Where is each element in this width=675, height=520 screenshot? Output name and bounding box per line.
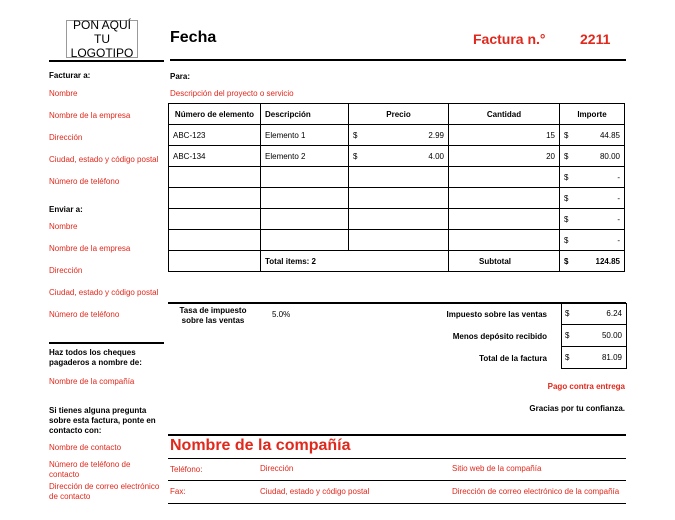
bill-to-heading: Facturar a: (49, 71, 91, 80)
footer-rule (168, 503, 626, 504)
item-quantity: 20 (449, 146, 560, 167)
totals-row-line (561, 368, 626, 369)
currency: $ (564, 193, 569, 203)
item-description (261, 230, 349, 251)
invoice-number: 2211 (580, 31, 611, 47)
currency: $ (565, 309, 570, 318)
subtotal-blank (169, 251, 261, 272)
subtotal-divider (168, 302, 626, 304)
amount-value: - (617, 193, 620, 203)
item-description (261, 209, 349, 230)
header-price: Precio (349, 104, 449, 125)
footer-rule (168, 458, 626, 459)
item-number (169, 230, 261, 251)
invoice-total-value: 81.09 (601, 353, 622, 362)
sales-tax-amount (561, 309, 626, 318)
item-price (349, 125, 449, 146)
invoice-number-label: Factura n.° (473, 31, 546, 47)
payable-company: Nombre de la compañía (49, 377, 135, 386)
bill-to-address: Dirección (49, 133, 83, 142)
ship-to-heading: Enviar a: (49, 205, 83, 214)
footer-rule (168, 480, 626, 481)
ship-to-company: Nombre de la empresa (49, 244, 131, 253)
footer-email: Dirección de correo electrónico de la compañía (452, 487, 620, 496)
subtotal-row (169, 251, 625, 272)
ship-to-name: Nombre (49, 222, 78, 231)
totals-row-line (561, 324, 626, 325)
total-items: Total items: 2 (261, 251, 449, 272)
table-header-row (169, 104, 625, 125)
item-description (261, 167, 349, 188)
subtotal-value: 124.85 (595, 256, 620, 266)
item-number (169, 209, 261, 230)
footer-company-name: Nombre de la compañía (170, 437, 351, 454)
invoice-total-amount (561, 353, 626, 362)
item-description: Elemento 1 (261, 125, 349, 146)
bill-to-city: Ciudad, estado y código postal (49, 155, 159, 164)
currency: $ (564, 214, 569, 224)
footer-website: Sitio web de la compañía (452, 464, 542, 473)
table-row (169, 230, 625, 251)
item-quantity: 15 (449, 125, 560, 146)
item-price (349, 209, 449, 230)
bill-to-name: Nombre (49, 89, 78, 98)
item-amount (560, 167, 625, 188)
thanks-message: Gracias por tu confianza. (529, 404, 625, 413)
amount-value: - (617, 235, 620, 245)
items-table (168, 103, 625, 272)
item-amount (560, 230, 625, 251)
header-divider-left (49, 60, 164, 62)
table-row (169, 209, 625, 230)
table-row (169, 146, 625, 167)
tax-rate-value: 5.0% (272, 310, 291, 319)
item-description: Elemento 2 (261, 146, 349, 167)
subtotal-amount (560, 251, 625, 272)
subtotal-label: Subtotal (449, 251, 560, 272)
item-quantity (449, 230, 560, 251)
amount-value: - (617, 214, 620, 224)
totals-right-border (626, 303, 627, 369)
item-price (349, 167, 449, 188)
ship-to-phone: Número de teléfono (49, 310, 120, 319)
header-description: Descripción (261, 104, 349, 125)
header-quantity: Cantidad (449, 104, 560, 125)
footer-city: Ciudad, estado y código postal (260, 487, 370, 496)
item-amount (560, 188, 625, 209)
deposit-amount (561, 331, 626, 340)
for-label: Para: (170, 72, 191, 81)
item-number (169, 167, 261, 188)
item-amount (560, 125, 625, 146)
footer-address: Dirección (260, 464, 294, 473)
currency: $ (564, 172, 569, 182)
sidebar-divider (49, 342, 164, 344)
amount-value: 44.85 (599, 130, 620, 140)
ship-to-city: Ciudad, estado y código postal (49, 288, 159, 297)
price-value: 2.99 (428, 130, 444, 140)
currency: $ (564, 151, 569, 161)
header-amount: Importe (560, 104, 625, 125)
item-amount (560, 146, 625, 167)
amount-value: 80.00 (599, 151, 620, 161)
due-label: Pago contra entrega (547, 382, 625, 391)
bill-to-phone: Número de teléfono (49, 177, 120, 186)
sales-tax-label: Impuesto sobre las ventas (446, 310, 547, 319)
item-quantity (449, 209, 560, 230)
header-item-number: Número de elemento (169, 104, 261, 125)
item-quantity (449, 167, 560, 188)
amount-value: - (617, 172, 620, 182)
currency: $ (353, 130, 358, 140)
deposit-value: 50.00 (601, 331, 622, 340)
item-price (349, 146, 449, 167)
footer-divider (168, 434, 626, 436)
item-number: ABC-123 (169, 125, 261, 146)
price-value: 4.00 (428, 151, 444, 161)
payable-heading: Haz todos los cheques pagaderos a nombre de: (49, 348, 142, 367)
item-number: ABC-134 (169, 146, 261, 167)
contact-name: Nombre de contacto (49, 443, 122, 452)
contact-email: Dirección de correo electrónico de contacto (49, 482, 160, 501)
footer-fax-label: Fax: (170, 487, 186, 496)
header-divider-right (170, 59, 626, 61)
date-label: Fecha (170, 29, 217, 46)
logo-placeholder: PON AQUÍ TU LOGOTIPO (66, 20, 138, 58)
sales-tax-value: 6.24 (606, 309, 622, 318)
item-quantity (449, 188, 560, 209)
currency: $ (564, 256, 569, 266)
currency: $ (565, 353, 570, 362)
tax-rate-label: Tasa de impuesto sobre las ventas (179, 306, 247, 325)
project-description: Descripción del proyecto o servicio (170, 89, 294, 98)
deposit-label: Menos depósito recibido (452, 332, 547, 341)
item-description (261, 188, 349, 209)
table-row (169, 125, 625, 146)
item-amount (560, 209, 625, 230)
contact-phone: Número de teléfono de contacto (49, 460, 131, 479)
currency: $ (564, 130, 569, 140)
ship-to-address: Dirección (49, 266, 83, 275)
item-price (349, 188, 449, 209)
currency: $ (564, 235, 569, 245)
invoice-total-label: Total de la factura (479, 354, 547, 363)
table-row (169, 188, 625, 209)
footer-phone-label: Teléfono: (170, 465, 203, 474)
currency: $ (353, 151, 358, 161)
item-price (349, 230, 449, 251)
item-number (169, 188, 261, 209)
totals-row-line (561, 346, 626, 347)
table-row (169, 167, 625, 188)
bill-to-company: Nombre de la empresa (49, 111, 131, 120)
currency: $ (565, 331, 570, 340)
questions-heading: Si tienes alguna pregunta sobre esta factura, ponte en contacto con: (49, 406, 156, 435)
